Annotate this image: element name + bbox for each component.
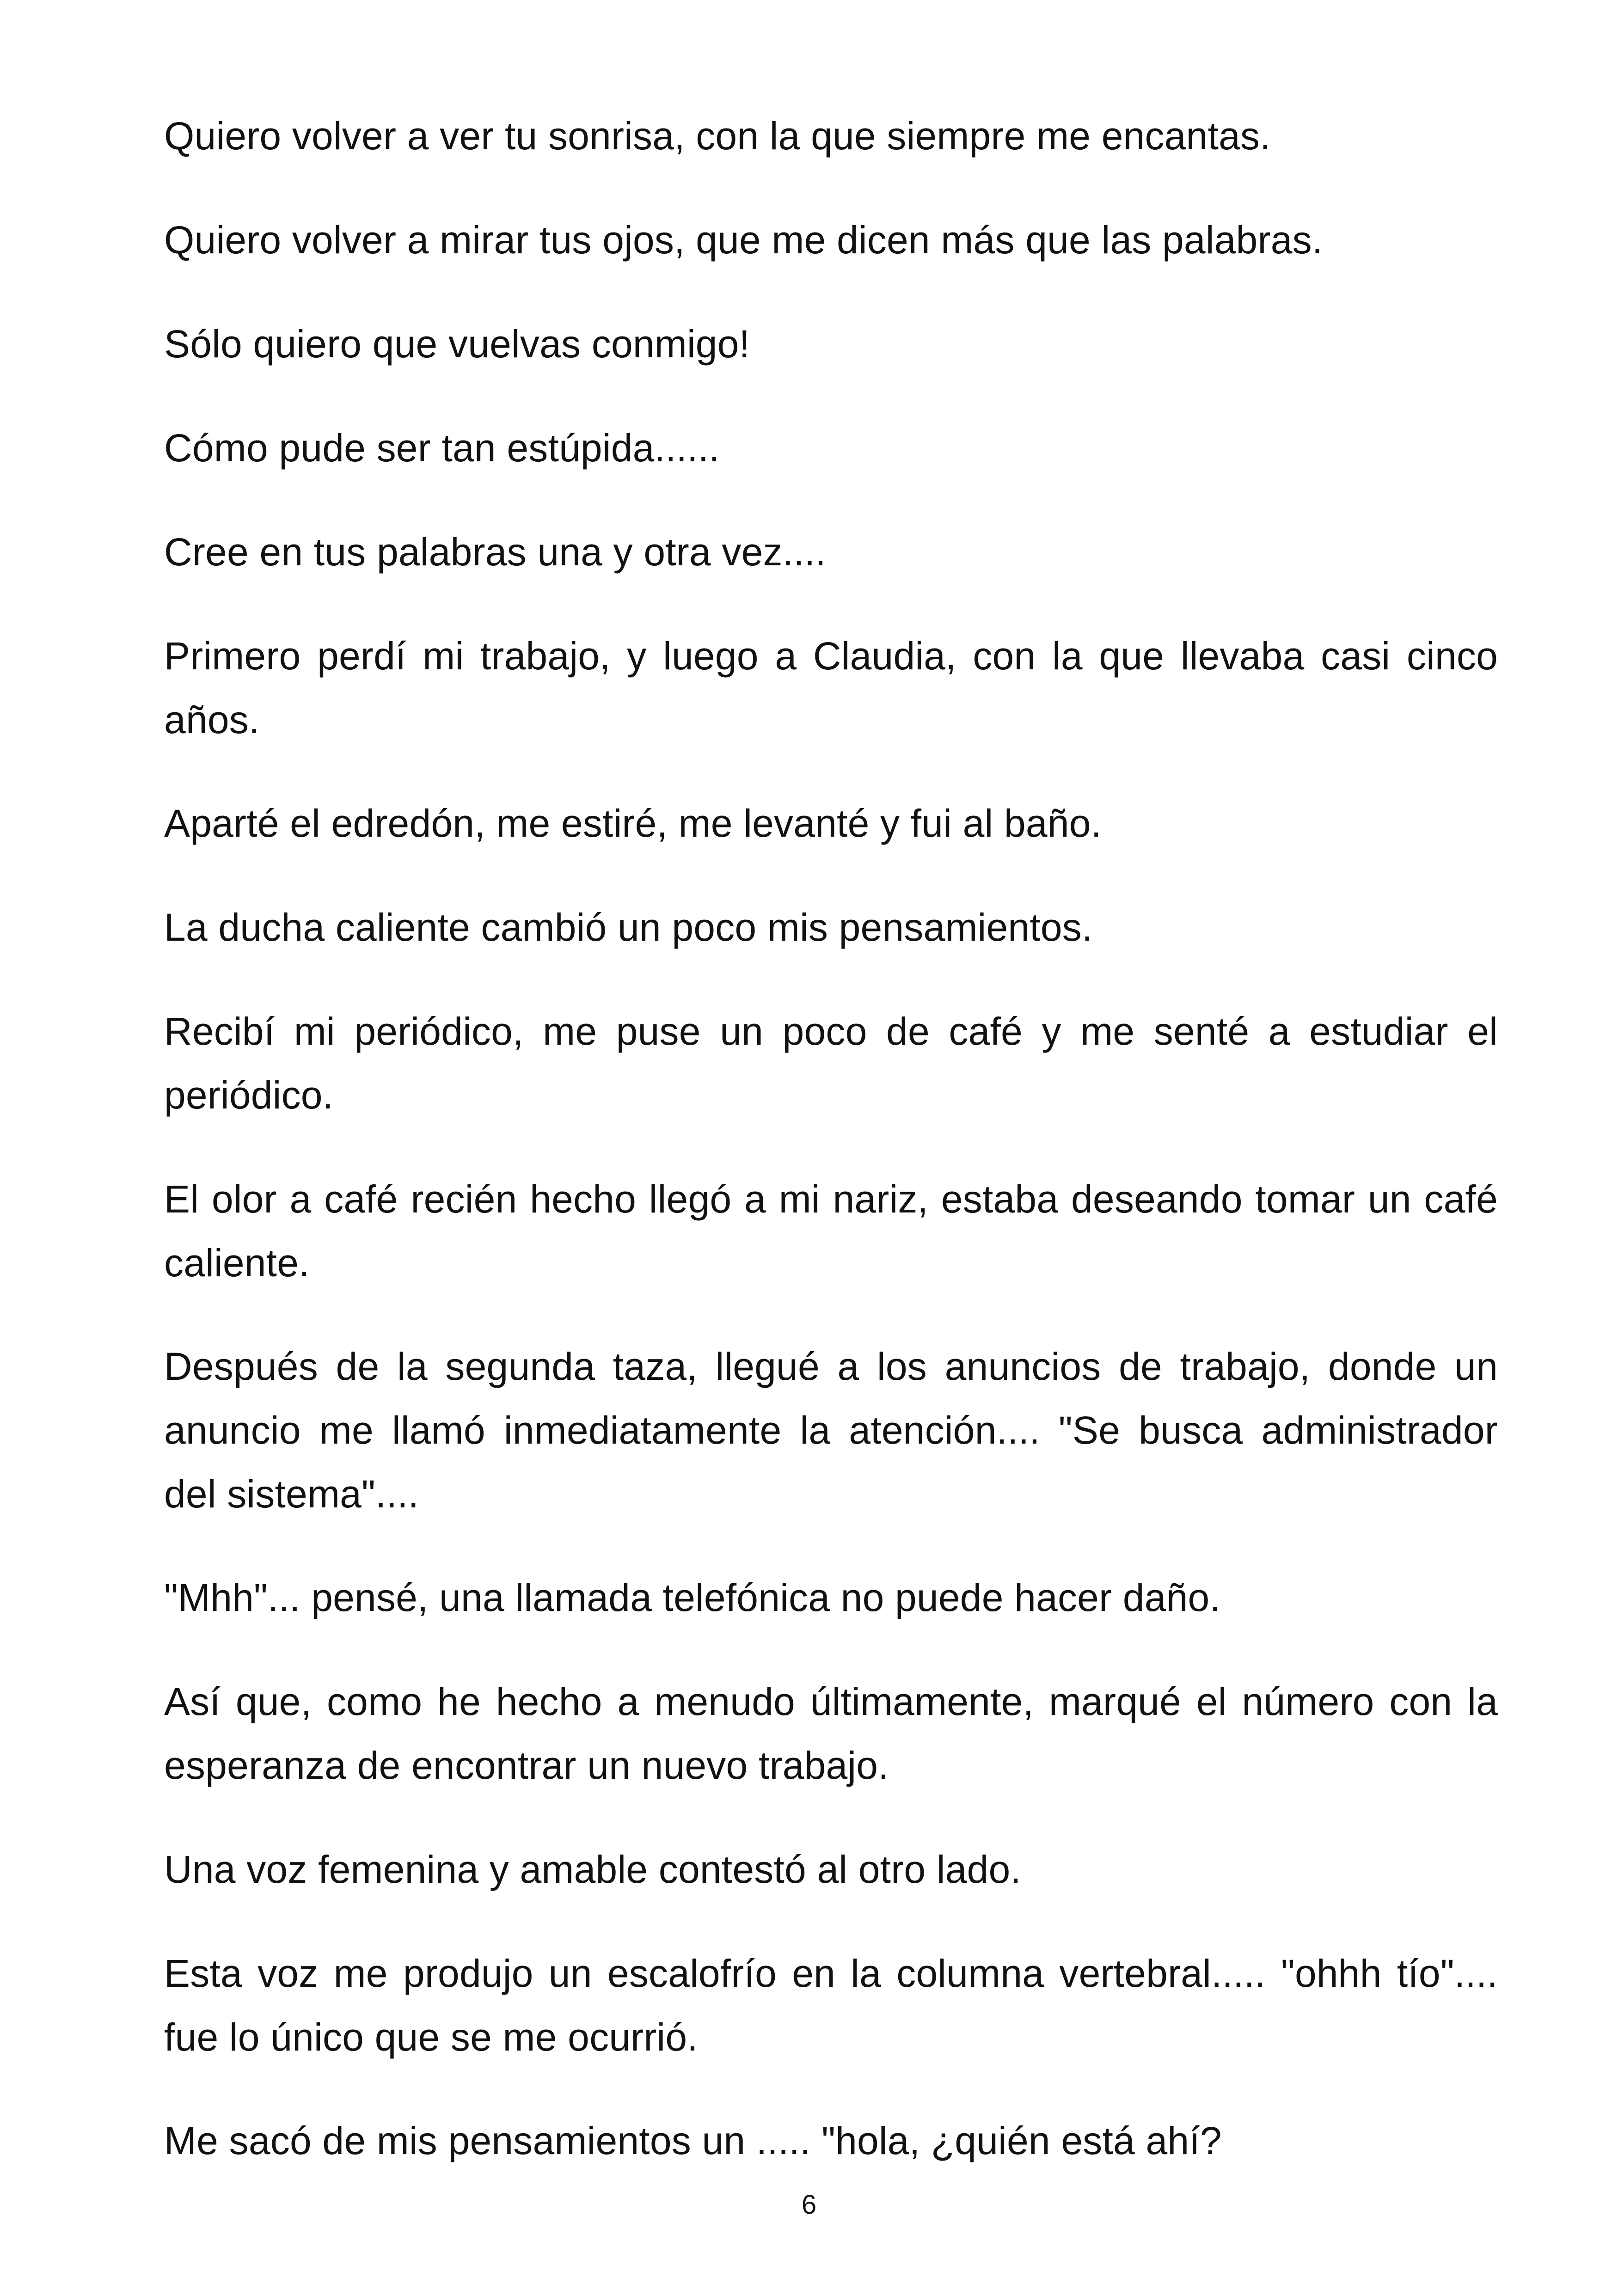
page-number: 6 <box>801 2190 817 2220</box>
paragraph-9: Recibí mi periódico, me puse un poco de café y me senté a estudiar el periódico. <box>164 1010 1498 1117</box>
paragraph-5: Cree en tus palabras una y otra vez.... <box>164 530 826 574</box>
paragraph-13: Así que, como he hecho a menudo últimamente, marqué el número con la esperanza de encontrar un nuevo trabajo. <box>164 1680 1498 1787</box>
paragraph-1: Quiero volver a ver tu sonrisa, con la que siempre me encantas. <box>164 114 1271 158</box>
paragraph-6: Primero perdí mi trabajo, y luego a Claudia, con la que llevaba casi cinco años. <box>164 634 1498 741</box>
paragraph-7: Aparté el edredón, me estiré, me levanté y fui al baño. <box>164 802 1102 845</box>
paragraph-2: Quiero volver a mirar tus ojos, que me dicen más que las palabras. <box>164 218 1323 262</box>
paragraph-3: Sólo quiero que vuelvas conmigo! <box>164 322 750 366</box>
paragraph-15: Esta voz me produjo un escalofrío en la columna vertebral..... "ohhh tío".... fue lo único que se me ocurrió. <box>164 1952 1498 2059</box>
paragraph-16: Me sacó de mis pensamientos un ..... "hola, ¿quién está ahí? <box>164 2119 1222 2162</box>
paragraph-10: El olor a café recién hecho llegó a mi nariz, estaba deseando tomar un café caliente. <box>164 1177 1498 1285</box>
paragraph-11: Después de la segunda taza, llegué a los anuncios de trabajo, donde un anuncio me llamó inmediatamente la atención.... "Se busca administrador del sistema".... <box>164 1345 1498 1516</box>
paragraph-4: Cómo pude ser tan estúpida...... <box>164 426 720 470</box>
paragraph-12: "Mhh"... pensé, una llamada telefónica no puede hacer daño. <box>164 1576 1221 1619</box>
paragraph-14: Una voz femenina y amable contestó al otro lado. <box>164 1848 1021 1891</box>
paragraph-8: La ducha caliente cambió un poco mis pensamientos. <box>164 906 1093 949</box>
